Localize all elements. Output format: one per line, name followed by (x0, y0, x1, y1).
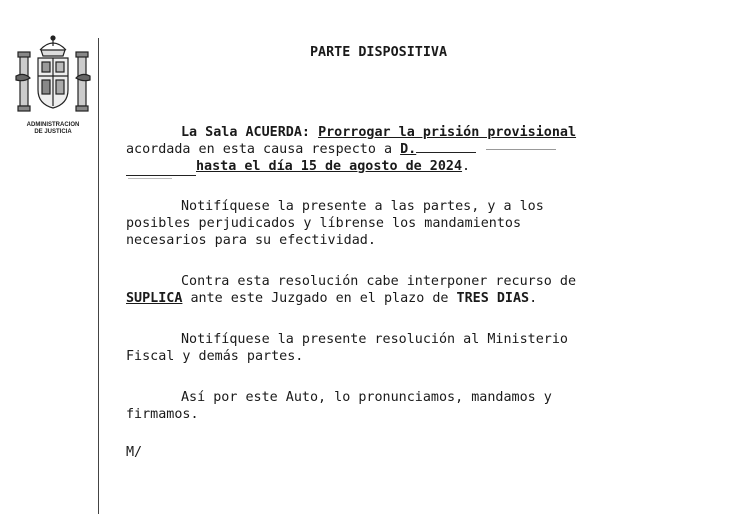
crest-caption-line1: ADMINISTRACION (26, 122, 80, 128)
notif2-line2: Fiscal y demás partes. (126, 349, 304, 364)
notif2-line1: Notifíquese la presente resolución al Ministerio (181, 332, 568, 347)
paragraph-ministerio (126, 331, 642, 365)
paragraph-notificacion (126, 198, 642, 249)
acuerda-lead: La Sala ACUERDA: (181, 125, 310, 140)
redacted-name-underline (416, 152, 476, 153)
coat-of-arms-icon (14, 32, 92, 116)
acuerda-period: . (462, 159, 471, 174)
crest-caption (10, 122, 96, 136)
recurso-line1: Contra esta resolución cabe interponer recurso de (181, 274, 577, 289)
auto-line2: firmamos. (126, 407, 199, 422)
margin-rule (98, 38, 99, 514)
paragraph-acuerda (126, 124, 642, 176)
signature-mark: M/ (126, 445, 143, 460)
paragraph-auto (126, 389, 642, 423)
redacted-name-underline-2 (126, 158, 196, 176)
acuerda-line2: acordada en esta causa respecto a (126, 142, 401, 157)
document-title: PARTE DISPOSITIVA (310, 45, 448, 60)
crest-caption-line2: DE JUSTICIA (34, 129, 72, 135)
acuerda-date: hasta el día 15 de agosto de 2024 (196, 159, 463, 174)
paragraph-recurso (126, 273, 642, 307)
notif1-line2: posibles perjudicados y líbrense los mandamientos (126, 216, 522, 231)
acuerda-defendant: D. (400, 142, 417, 157)
recurso-suplica: SUPLICA (126, 291, 183, 306)
recurso-plazo: TRES DIAS (456, 291, 530, 306)
notif1-line3: necesarios para su efectividad. (126, 233, 376, 248)
auto-line1: Así por este Auto, lo pronunciamos, mandamos y (181, 390, 552, 405)
redaction-mark (486, 149, 556, 150)
recurso-period: . (529, 291, 538, 306)
recurso-line2: ante este Juzgado en el plazo de (182, 291, 457, 306)
redaction-residue (128, 178, 172, 179)
acuerda-action: Prorrogar la prisión provisional (318, 125, 577, 140)
notif1-line1: Notifíquese la presente a las partes, y a los (181, 199, 544, 214)
